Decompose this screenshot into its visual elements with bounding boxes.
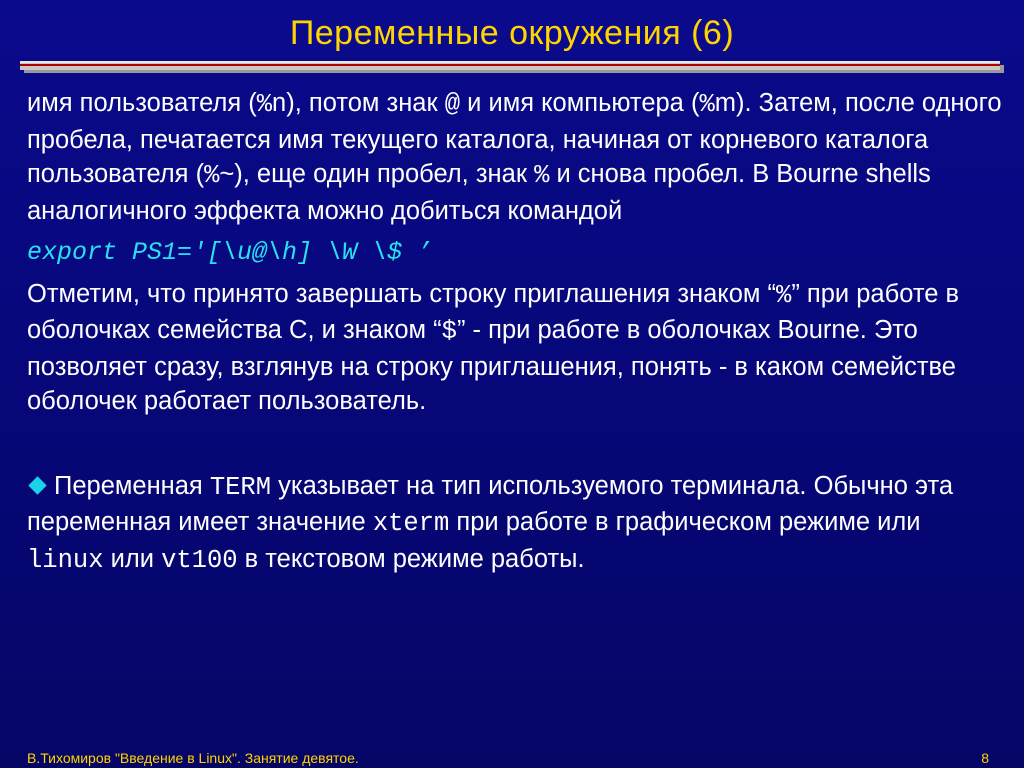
code-segment: @ [444, 90, 461, 119]
text-segment: ” - при работе в оболочках Bourne. Это позволяет сразу, взглянув на строку приглашения, понять - в каком семействе оболочек работает пользователь. [27, 316, 956, 415]
code-segment: % [204, 161, 220, 190]
code-segment: xterm [372, 509, 450, 538]
text-segment: указывает на тип используемого терминала. Обычно эта переменная имеет значение [27, 471, 954, 536]
footer-course-info: В.Тихомиров "Введение в Linux". Занятие девятое. [27, 750, 359, 766]
text-segment: m). Затем, после одного пробела, печатается имя текущего каталога, начиная от корневого каталога пользователя ( [27, 89, 1002, 188]
diamond-bullet-icon [28, 476, 46, 494]
text-segment: или [103, 544, 162, 573]
text-segment: в текстовом режиме работы. [237, 544, 585, 573]
text-segment: и снова пробел. В Bourne shells аналогичного эффекта можно добиться командой [27, 160, 931, 225]
text-segment: ~), еще один пробел, знак [219, 160, 535, 188]
code-segment: TERM [209, 472, 272, 502]
paragraph-prompt-description [27, 86, 1002, 228]
text-segment: n), потом знак [272, 89, 445, 117]
text-segment: Переменная [54, 471, 210, 500]
code-segment: % [699, 90, 715, 119]
code-segment: % [534, 161, 550, 190]
text-segment: при работе в графическом режиме или [449, 508, 921, 536]
text-segment: и имя компьютера ( [460, 89, 700, 117]
code-example: export PS1='[\u@\h] \W \$ ’ [27, 238, 433, 267]
page-number: 8 [981, 750, 989, 766]
code-segment: $ [441, 317, 457, 346]
paragraph-prompt-convention [27, 277, 1002, 419]
code-segment: vt100 [161, 545, 238, 575]
code-segment: linux [27, 545, 104, 575]
slide-title: Переменные окружения (6) [289, 14, 735, 52]
code-segment: % [776, 280, 792, 310]
text-segment: Отметим, что принято завершать строку приглашения знаком “ [27, 279, 777, 308]
text-segment: имя пользователя ( [27, 89, 257, 117]
code-segment: % [256, 90, 273, 119]
title-divider [20, 61, 1004, 73]
bullet-term-variable [27, 469, 1002, 579]
slide-body [27, 86, 1002, 578]
text-segment: ” при работе в оболочках семейства С, и знаком “ [27, 279, 960, 344]
